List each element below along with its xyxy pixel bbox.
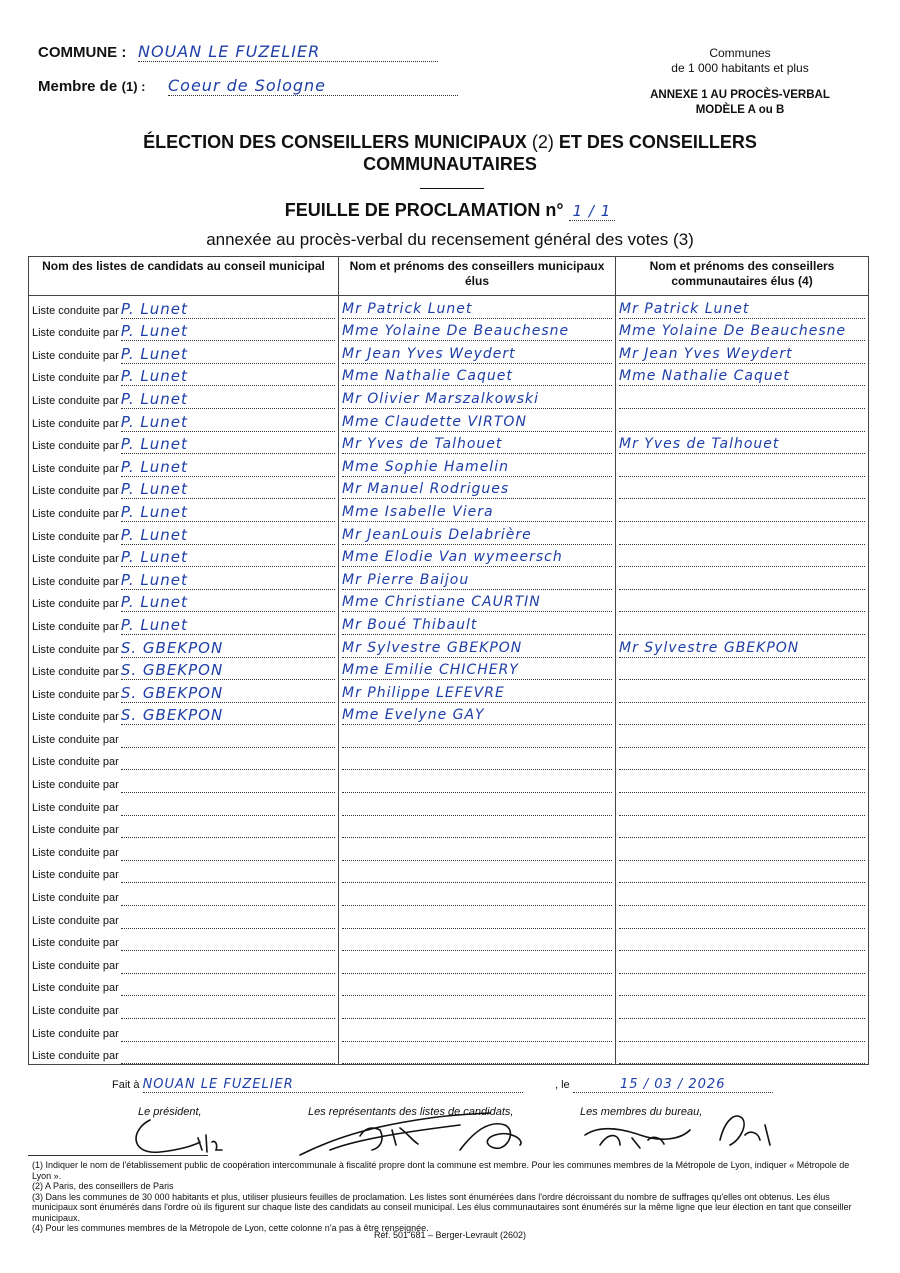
membre-note: (1) : (121, 79, 146, 94)
table-row (29, 770, 869, 793)
table-row (29, 703, 869, 726)
title-part-b: (2) (526, 132, 559, 152)
municipal-cell (339, 974, 616, 997)
liste-value (121, 995, 335, 996)
communautaire-cell (616, 793, 869, 816)
liste-value: P. Lunet (121, 548, 335, 567)
liste-cell (29, 567, 339, 590)
table-row (29, 793, 869, 816)
row-label: Liste conduite par (32, 417, 119, 430)
liste-value (121, 973, 335, 974)
liste-cell (29, 1019, 339, 1042)
liste-value: S. GBEKPON (121, 706, 335, 725)
communautaire-value: Mme Yolaine De Beauchesne (619, 322, 865, 341)
signature-representant-2 (460, 1124, 521, 1150)
communautaire-cell (616, 296, 869, 319)
municipal-cell (339, 590, 616, 613)
municipal-cell (339, 432, 616, 455)
municipal-value: Mr Patrick Lunet (342, 300, 612, 319)
liste-cell (29, 296, 339, 319)
municipal-cell (339, 1019, 616, 1042)
liste-cell (29, 386, 339, 409)
row-label: Liste conduite par (32, 959, 119, 972)
communautaire-cell (616, 816, 869, 839)
municipal-cell (339, 522, 616, 545)
table-row (29, 680, 869, 703)
liste-cell (29, 1042, 339, 1065)
municipal-value: Mr Yves de Talhouet (342, 435, 612, 454)
representants-label: Les représentants des listes de candidats, (308, 1106, 514, 1118)
municipal-value (342, 1063, 612, 1064)
row-label: Liste conduite par (32, 801, 119, 814)
table-row (29, 364, 869, 387)
row-label: Liste conduite par (32, 688, 119, 701)
liste-value (121, 792, 335, 793)
footnote-3: (3) Dans les communes de 30 000 habitants et plus, utiliser plusieurs feuilles de proclamation. Les listes sont énumérées dans l'ordre décroissant du nombre de suffrages qu'elles ont obtenus. Les élus municipaux sont énumérés dans l'ordre où ils figurent sur chaque liste des candidats au conseil municipal. Les élus communautaires sont énumérés sur la même ligne que leur élection en tant que conseiller municipaux. (32, 1191, 852, 1223)
table-row (29, 635, 869, 658)
municipal-value: Mme Isabelle Viera (342, 503, 612, 522)
footnotes (32, 1160, 852, 1234)
municipal-value: Mme Sophie Hamelin (342, 458, 612, 477)
communautaire-cell (616, 545, 869, 568)
row-label: Liste conduite par (32, 733, 119, 746)
communautaire-cell (616, 861, 869, 884)
header-municipaux: Nom et prénoms des conseillers municipaux élus (339, 257, 616, 296)
table-row (29, 996, 869, 1019)
municipal-cell (339, 793, 616, 816)
liste-cell (29, 793, 339, 816)
title-divider (420, 188, 484, 189)
row-label: Liste conduite par (32, 643, 119, 656)
communautaire-cell (616, 364, 869, 387)
footnote-divider (28, 1155, 208, 1156)
table-row (29, 499, 869, 522)
commune-line (38, 44, 438, 62)
liste-cell (29, 477, 339, 500)
liste-cell (29, 996, 339, 1019)
communes-note-1: Communes (709, 46, 771, 60)
table-row (29, 590, 869, 613)
municipal-cell (339, 477, 616, 500)
liste-value (121, 815, 335, 816)
table-row (29, 454, 869, 477)
membre-line (38, 78, 458, 96)
row-label: Liste conduite par (32, 372, 119, 385)
annexe-line-2: MODÈLE A ou B (695, 104, 785, 116)
table-row (29, 409, 869, 432)
liste-cell (29, 432, 339, 455)
municipal-value: Mme Yolaine De Beauchesne (342, 322, 612, 341)
liste-value (121, 950, 335, 951)
communautaire-cell (616, 477, 869, 500)
membre-label: Membre de (38, 78, 118, 95)
municipal-value: Mr Boué Thibault (342, 616, 612, 635)
title-part-c: ET DES CONSEILLERS (558, 132, 757, 152)
communautaire-cell (616, 567, 869, 590)
liste-value: P. Lunet (121, 571, 335, 590)
liste-cell (29, 951, 339, 974)
communautaire-cell (616, 703, 869, 726)
row-label: Liste conduite par (32, 1005, 119, 1017)
municipal-cell (339, 838, 616, 861)
table-row (29, 477, 869, 500)
reference: Réf. 501 681 – Berger-Levrault (2602) (373, 1230, 527, 1240)
liste-cell (29, 906, 339, 929)
row-label: Liste conduite par (32, 620, 119, 633)
municipal-value: Mr Jean Yves Weydert (342, 345, 612, 364)
communautaire-value: Mr Jean Yves Weydert (619, 345, 865, 364)
municipal-cell (339, 454, 616, 477)
communautaire-cell (616, 341, 869, 364)
liste-value: P. Lunet (121, 413, 335, 432)
municipal-cell (339, 929, 616, 952)
row-label: Liste conduite par (32, 779, 119, 792)
liste-value (121, 1063, 335, 1064)
liste-cell (29, 409, 339, 432)
liste-value: P. Lunet (121, 458, 335, 477)
proclamation-table (28, 256, 869, 1065)
communautaire-cell (616, 1019, 869, 1042)
communautaire-cell (616, 522, 869, 545)
row-label: Liste conduite par (32, 304, 119, 317)
liste-cell (29, 319, 339, 342)
communautaire-cell (616, 635, 869, 658)
municipal-cell (339, 658, 616, 681)
municipal-cell (339, 567, 616, 590)
subtitle: annexée au procès-verbal du recensement général des votes (3) (206, 230, 694, 249)
communautaire-cell (616, 906, 869, 929)
communautaire-cell (616, 590, 869, 613)
feuille-label: FEUILLE DE PROCLAMATION n° (284, 200, 564, 220)
communautaire-cell (616, 612, 869, 635)
table-header-row (29, 257, 869, 296)
annexe-note (630, 88, 850, 118)
liste-cell (29, 499, 339, 522)
municipal-value: Mr Manuel Rodrigues (342, 480, 612, 499)
table-row (29, 432, 869, 455)
liste-value: P. Lunet (121, 390, 335, 409)
header-communautaires: Nom et prénoms des conseillers communautaires élus (4) (616, 257, 869, 296)
communautaire-cell (616, 499, 869, 522)
communautaire-value: Mme Nathalie Caquet (619, 367, 865, 386)
municipal-value: Mr Sylvestre GBEKPON (342, 639, 612, 658)
page-title (0, 131, 900, 153)
communautaire-cell (616, 432, 869, 455)
table-row (29, 658, 869, 681)
municipal-cell (339, 1042, 616, 1065)
communautaire-value: Mr Yves de Talhouet (619, 435, 865, 454)
communautaire-cell (616, 725, 869, 748)
liste-value (121, 905, 335, 906)
communautaire-cell (616, 748, 869, 771)
liste-value (121, 882, 335, 883)
liste-value: P. Lunet (121, 345, 335, 364)
liste-cell (29, 816, 339, 839)
table-row (29, 1042, 869, 1065)
municipal-cell (339, 319, 616, 342)
communes-note-2: de 1 000 habitants et plus (671, 61, 809, 75)
communautaire-value: Mr Patrick Lunet (619, 300, 865, 319)
municipal-cell (339, 725, 616, 748)
row-label: Liste conduite par (32, 1027, 119, 1040)
municipal-cell (339, 861, 616, 884)
feuille-value: 1 / 1 (569, 202, 616, 221)
table-row (29, 929, 869, 952)
liste-value: P. Lunet (121, 322, 335, 341)
liste-cell (29, 635, 339, 658)
communautaire-cell (616, 1042, 869, 1065)
municipal-value: Mme Nathalie Caquet (342, 367, 612, 386)
row-label: Liste conduite par (32, 892, 119, 905)
row-label: Liste conduite par (32, 485, 119, 498)
liste-cell (29, 341, 339, 364)
liste-value: P. Lunet (121, 503, 335, 522)
municipal-cell (339, 816, 616, 839)
municipal-value: Mr Olivier Marszalkowski (342, 390, 612, 409)
row-label: Liste conduite par (32, 598, 119, 611)
row-label: Liste conduite par (32, 1050, 119, 1063)
communautaire-cell (616, 454, 869, 477)
liste-cell (29, 974, 339, 997)
liste-cell (29, 861, 339, 884)
table-row (29, 567, 869, 590)
liste-value: P. Lunet (121, 435, 335, 454)
fait-value: NOUAN LE FUZELIER (143, 1077, 523, 1093)
liste-value (121, 837, 335, 838)
row-label: Liste conduite par (32, 507, 119, 520)
date-label: , le (555, 1079, 570, 1091)
date-value: 15 / 03 / 2026 (573, 1077, 773, 1093)
liste-value (121, 1041, 335, 1042)
membre-value: Coeur de Sologne (168, 76, 458, 96)
signature-bureau-1 (585, 1129, 690, 1148)
municipal-cell (339, 680, 616, 703)
row-label: Liste conduite par (32, 982, 119, 995)
liste-value (121, 747, 335, 748)
municipal-cell (339, 996, 616, 1019)
liste-cell (29, 929, 339, 952)
municipal-cell (339, 703, 616, 726)
liste-cell (29, 658, 339, 681)
table-row (29, 1019, 869, 1042)
municipal-value: Mr Pierre Baijou (342, 571, 612, 590)
footnote-1: (1) Indiquer le nom de l'établissement public de coopération intercommunale à fiscalité propre dont la commune est membre. Pour les communes membres de la Métropole de Lyon, indiquer « Métropole de Lyon ». (32, 1160, 850, 1181)
liste-value (121, 1018, 335, 1019)
liste-value (121, 769, 335, 770)
communautaire-cell (616, 883, 869, 906)
row-label: Liste conduite par (32, 440, 119, 453)
table-row (29, 522, 869, 545)
row-label: Liste conduite par (32, 914, 119, 927)
fait-label: Fait à (112, 1079, 140, 1091)
communautaire-cell (616, 319, 869, 342)
liste-cell (29, 838, 339, 861)
row-label: Liste conduite par (32, 824, 119, 837)
liste-value: P. Lunet (121, 616, 335, 635)
table-row (29, 951, 869, 974)
signatures-drawing (0, 1100, 900, 1160)
table-row (29, 861, 869, 884)
fait-line (112, 1077, 612, 1093)
liste-value: P. Lunet (121, 526, 335, 545)
communautaire-cell (616, 658, 869, 681)
liste-cell (29, 590, 339, 613)
table-row (29, 974, 869, 997)
row-label: Liste conduite par (32, 327, 119, 340)
municipal-value: Mme Christiane CAURTIN (342, 593, 612, 612)
municipal-value: Mr JeanLouis Delabrière (342, 526, 612, 545)
liste-cell (29, 612, 339, 635)
liste-cell (29, 883, 339, 906)
date-line (555, 1077, 855, 1093)
liste-cell (29, 770, 339, 793)
municipal-value: Mme Claudette VIRTON (342, 413, 612, 432)
communautaire-cell (616, 409, 869, 432)
liste-value (121, 928, 335, 929)
liste-value: S. GBEKPON (121, 684, 335, 703)
liste-value: P. Lunet (121, 480, 335, 499)
communautaire-value (619, 1063, 865, 1064)
table-row (29, 319, 869, 342)
municipal-value: Mme Elodie Van wymeersch (342, 548, 612, 567)
municipal-value: Mme Emilie CHICHERY (342, 661, 612, 680)
table-row (29, 341, 869, 364)
municipal-value: Mme Evelyne GAY (342, 706, 612, 725)
row-label: Liste conduite par (32, 349, 119, 362)
liste-cell (29, 725, 339, 748)
communautaire-cell (616, 680, 869, 703)
municipal-cell (339, 364, 616, 387)
liste-cell (29, 364, 339, 387)
table-row (29, 906, 869, 929)
footnote-2: (2) A Paris, des conseillers de Paris (32, 1181, 174, 1191)
row-label: Liste conduite par (32, 530, 119, 543)
municipal-cell (339, 883, 616, 906)
communautaire-cell (616, 770, 869, 793)
table-row (29, 725, 869, 748)
footnote-4: (4) Pour les communes membres de la Métropole de Lyon, cette colonne n'a pas à être renseignée. (32, 1223, 429, 1233)
municipal-cell (339, 635, 616, 658)
liste-cell (29, 748, 339, 771)
row-label: Liste conduite par (32, 869, 119, 882)
commune-value: NOUAN LE FUZELIER (138, 42, 438, 62)
municipal-cell (339, 296, 616, 319)
communautaire-cell (616, 386, 869, 409)
communautaire-value: Mr Sylvestre GBEKPON (619, 639, 865, 658)
communautaire-cell (616, 996, 869, 1019)
table-row (29, 545, 869, 568)
municipal-value: Mr Philippe LEFEVRE (342, 684, 612, 703)
row-label: Liste conduite par (32, 846, 119, 859)
table-row (29, 816, 869, 839)
municipal-cell (339, 770, 616, 793)
liste-value: S. GBEKPON (121, 639, 335, 658)
row-label: Liste conduite par (32, 394, 119, 407)
table-row (29, 838, 869, 861)
municipal-cell (339, 748, 616, 771)
communautaire-cell (616, 951, 869, 974)
table-row (29, 748, 869, 771)
table-row (29, 883, 869, 906)
liste-value: P. Lunet (121, 593, 335, 612)
row-label: Liste conduite par (32, 575, 119, 588)
communautaire-cell (616, 929, 869, 952)
liste-value: S. GBEKPON (121, 661, 335, 680)
table-row (29, 612, 869, 635)
liste-cell (29, 703, 339, 726)
liste-value: P. Lunet (121, 300, 335, 319)
municipal-cell (339, 386, 616, 409)
liste-cell (29, 545, 339, 568)
municipal-cell (339, 499, 616, 522)
liste-cell (29, 522, 339, 545)
president-label: Le président, (138, 1106, 202, 1118)
municipal-cell (339, 612, 616, 635)
table-row (29, 296, 869, 319)
annexe-line-1: ANNEXE 1 AU PROCÈS-VERBAL (650, 89, 830, 101)
row-label: Liste conduite par (32, 711, 119, 724)
signature-bureau-2 (720, 1116, 770, 1145)
liste-value (121, 860, 335, 861)
membres-label: Les membres du bureau, (580, 1106, 703, 1118)
commune-label: COMMUNE : (38, 44, 127, 61)
municipal-cell (339, 951, 616, 974)
communes-note (640, 46, 840, 76)
municipal-cell (339, 545, 616, 568)
municipal-cell (339, 409, 616, 432)
row-label: Liste conduite par (32, 937, 119, 950)
liste-cell (29, 454, 339, 477)
row-label: Liste conduite par (32, 462, 119, 475)
signature-president (136, 1120, 222, 1152)
table-row (29, 386, 869, 409)
title-part-a: ÉLECTION DES CONSEILLERS MUNICIPAUX (143, 132, 527, 152)
municipal-cell (339, 906, 616, 929)
row-label: Liste conduite par (32, 553, 119, 566)
page-title-line2: COMMUNAUTAIRES (363, 154, 537, 174)
municipal-cell (339, 341, 616, 364)
liste-cell (29, 680, 339, 703)
row-label: Liste conduite par (32, 756, 119, 769)
communautaire-cell (616, 974, 869, 997)
row-label: Liste conduite par (32, 666, 119, 679)
communautaire-cell (616, 838, 869, 861)
liste-value: P. Lunet (121, 367, 335, 386)
feuille-line (0, 200, 900, 221)
header-listes: Nom des listes de candidats au conseil municipal (29, 257, 339, 296)
